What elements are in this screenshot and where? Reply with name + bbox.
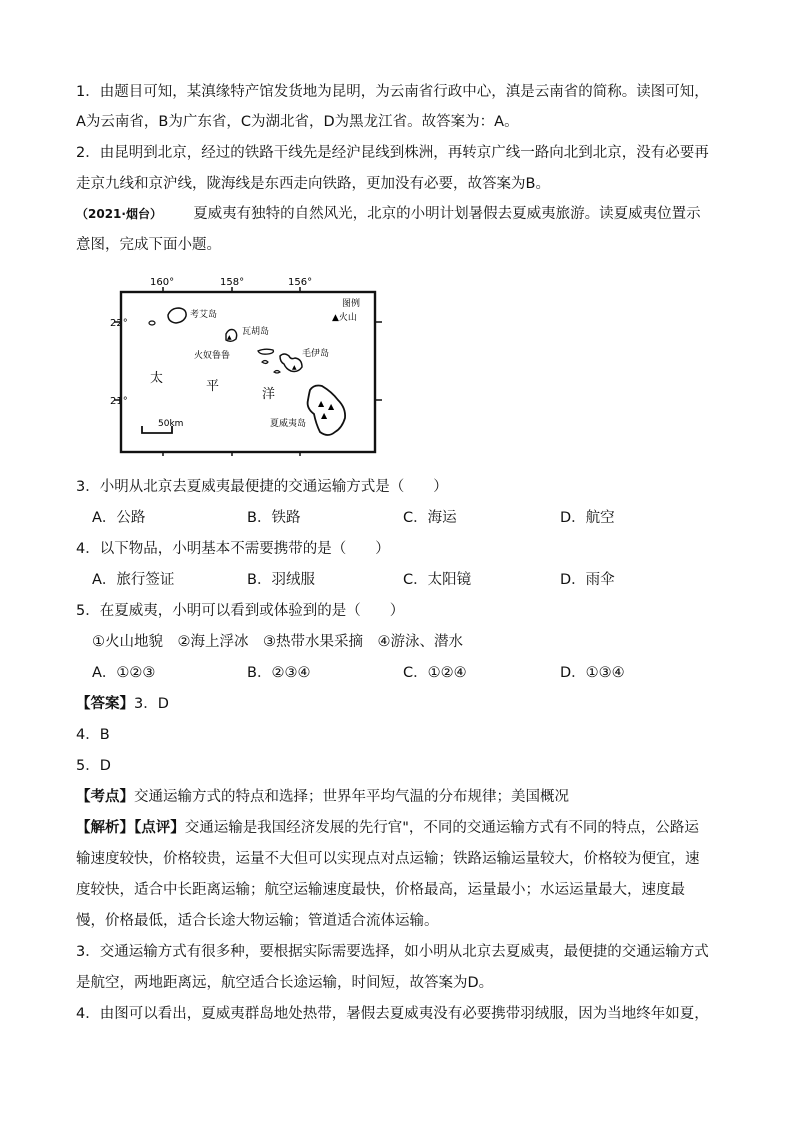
label-oahu: 瓦胡岛 xyxy=(242,327,270,337)
q5-items: ①火山地貌 ②海上浮冰 ③热带水果采摘 ④游泳、潜水 xyxy=(92,634,463,650)
q3-option-c: C．海运 xyxy=(403,510,457,526)
question-intro-line-2: 意图，完成下面小题。 xyxy=(76,237,221,253)
answer-label: 【答案】 xyxy=(76,696,134,712)
big-island-volcano-1: ▲ xyxy=(318,399,325,408)
question-4: 4．以下物品，小明基本不需要携带的是（ ） xyxy=(76,541,390,557)
question-5: 5．在夏威夷，小明可以看到或体验到的是（ ） xyxy=(76,603,405,619)
explanation-3-line-1: 3．交通运输方式有很多种，要根据实际需要选择，如小明从北京去夏威夷，最便捷的交通运输方式 xyxy=(76,944,709,960)
question-intro-line-1 xyxy=(76,203,724,225)
legend-volcano: ▲火山 xyxy=(332,313,357,323)
q5-option-a: A．①②③ xyxy=(92,665,156,681)
scale-label: 50km xyxy=(158,419,184,429)
ocean-char-3: 洋 xyxy=(262,387,276,402)
lon-label-156: 156° xyxy=(288,277,313,288)
molokai-island xyxy=(258,349,273,354)
analysis-line-2: 输速度较快，价格较贵，运量不大但可以实现点对点运输；铁路运输运量较大，价格较为便宜，速 xyxy=(76,851,700,867)
ocean-char-1: 太 xyxy=(150,371,164,386)
legend-title: 图例 xyxy=(342,299,361,309)
label-honolulu: 火奴鲁鲁 xyxy=(194,351,231,361)
q4-option-a: A．旅行签证 xyxy=(92,572,175,588)
q4-option-d: D．雨伞 xyxy=(560,572,615,588)
lon-label-160: 160° xyxy=(150,277,175,288)
kahoolawe-island xyxy=(274,371,280,374)
oahu-volcano: ▲ xyxy=(227,334,232,341)
q5-option-d: D．①③④ xyxy=(560,665,625,681)
q3-option-b: B．铁路 xyxy=(247,510,301,526)
explanation-1-line-1: 1．由题目可知，某滇缘特产馆发货地为昆明，为云南省行政中心，滇是云南省的简称。读图可知， xyxy=(76,84,709,100)
lat-label-21: 21° xyxy=(110,396,128,407)
source-tag: （2021·烟台） xyxy=(76,207,162,221)
label-maui: 毛伊岛 xyxy=(302,349,330,359)
ocean-char-2: 平 xyxy=(206,379,220,394)
kauai-island xyxy=(168,308,186,323)
big-island-volcano-3: ▲ xyxy=(321,411,328,420)
explanation-1-line-2: A为云南省，B为广东省，C为湖北省，D为黑龙江省。故答案为：A。 xyxy=(76,114,519,130)
lat-label-22: 22° xyxy=(110,318,128,329)
label-big-island: 夏威夷岛 xyxy=(270,419,307,429)
explanation-4-line-1: 4．由图可以看出，夏威夷群岛地处热带，暑假去夏威夷没有必要携带羽绒服，因为当地终年如夏， xyxy=(76,1006,709,1022)
label-kauai: 考艾岛 xyxy=(190,310,218,320)
explanation-3-line-2: 是航空，两地距离远，航空适合长途运输，时间短，故答案为D。 xyxy=(76,975,494,991)
hawaii-location-map xyxy=(110,268,392,468)
q3-option-d: D．航空 xyxy=(560,510,615,526)
map-figure xyxy=(110,268,392,468)
analysis-label: 【解析】【点评】 xyxy=(76,820,185,836)
explanation-2-line-1: 2．由昆明到北京，经过的铁路干线先是经沪昆线到株洲，再转京广线一路向北到北京，没有必要再 xyxy=(76,145,709,161)
q4-option-b: B．羽绒服 xyxy=(247,572,315,588)
answer-line xyxy=(76,693,724,715)
q5-option-b: B．②③④ xyxy=(247,665,311,681)
maui-island xyxy=(280,354,302,372)
explanation-2-line-2: 走京九线和京沪线，陇海线是东西走向铁路，更加没有必要，故答案为B。 xyxy=(76,176,550,192)
lanai-island xyxy=(262,361,268,364)
answer-3: 3．D xyxy=(134,696,169,712)
analysis-line-4: 慢，价格最低，适合长途大物运输；管道适合流体运输。 xyxy=(76,913,439,929)
q3-option-a: A．公路 xyxy=(92,510,146,526)
analysis-text-1: 交通运输是我国经济发展的先行官"，不同的交通运输方式有不同的特点，公路运 xyxy=(184,820,699,836)
knowledge-point-line xyxy=(76,786,724,808)
intro-text: 夏威夷有独特的自然风光，北京的小明计划暑假去夏威夷旅游。读夏威夷位置示 xyxy=(193,206,701,222)
q4-option-c: C．太阳镜 xyxy=(403,572,472,588)
niihau-islet xyxy=(149,321,155,325)
knowledge-point-label: 【考点】 xyxy=(76,789,134,805)
maui-volcano: ▲ xyxy=(292,364,297,371)
analysis-line-3: 度较快，适合中长距离运输；航空运输速度最快，价格最高，运量最小；水运运量最大，速度最 xyxy=(76,882,685,898)
knowledge-point-text: 交通运输方式的特点和选择；世界年平均气温的分布规律；美国概况 xyxy=(134,789,569,805)
answer-4: 4．B xyxy=(76,727,110,743)
answer-5: 5．D xyxy=(76,758,111,774)
q5-option-c: C．①②④ xyxy=(403,665,467,681)
big-island-volcano-2: ▲ xyxy=(328,402,335,411)
analysis-line-1 xyxy=(76,817,724,839)
lon-label-158: 158° xyxy=(220,277,245,288)
question-3: 3．小明从北京去夏威夷最便捷的交通运输方式是（ ） xyxy=(76,479,448,495)
